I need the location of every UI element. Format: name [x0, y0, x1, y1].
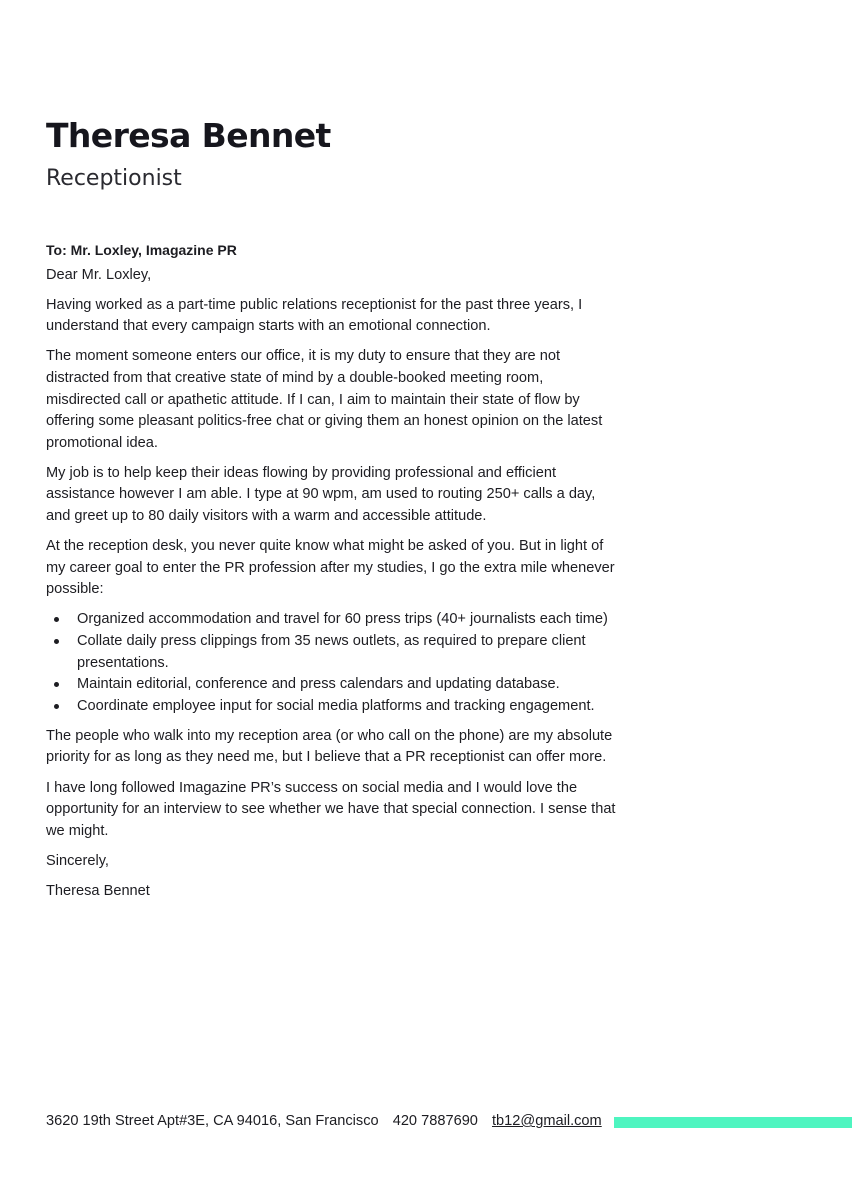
address: 3620 19th Street Apt#3E, CA 94016, San Francisco	[46, 1113, 379, 1129]
signature: Theresa Bennet	[46, 882, 150, 899]
letter-body	[46, 240, 616, 911]
applicant-job-title: Receptionist	[46, 166, 182, 191]
achievements-list	[46, 609, 616, 717]
list-item: Organized accommodation and travel for 60 press trips (40+ journalists each time)	[77, 609, 616, 631]
list-item: Coordinate employee input for social media platforms and tracking engagement.	[77, 696, 616, 718]
contact-footer	[46, 1111, 602, 1131]
phone-number: 420 7887690	[392, 1113, 478, 1129]
email-link[interactable]: tb12@gmail.com	[491, 1113, 602, 1129]
accent-bar	[614, 1117, 852, 1128]
recipient-line: To: Mr. Loxley, Imagazine PR	[46, 242, 237, 258]
paragraph-extra-mile: At the reception desk, you never quite know what might be asked of you. But in light of my career goal to enter the PR profession after my studies, I go the extra mile whenever possible:	[46, 538, 615, 598]
salutation: Dear Mr. Loxley,	[46, 266, 152, 283]
paragraph-interview: I have long followed Imagazine PR’s success on social media and I would love the opportunity for an interview to see whether we have that special connection. I sense that we might.	[46, 779, 616, 839]
list-item: Maintain editorial, conference and press calendars and updating database.	[77, 674, 616, 696]
paragraph-skills: My job is to help keep their ideas flowing by providing professional and efficient assistance however I am able. I type at 90 wpm, am used to routing 250+ calls a day, and greet up to 80 daily visitors with a warm and accessible attitude.	[46, 464, 596, 525]
paragraph-priority: The people who walk into my reception area (or who call on the phone) are my absolute priority for as long as they need me, but I believe that a PR receptionist can offer more.	[46, 727, 613, 766]
list-item: Collate daily press clippings from 35 news outlets, as required to prepare client presentations.	[77, 631, 616, 674]
paragraph-duty: The moment someone enters our office, it is my duty to ensure that they are not distracted from that creative state of mind by a double-booked meeting room, misdirected call or apathetic attitude. If I can, I aim to maintain their state of flow by offering some pleasant politics-free chat or giving them an honest opinion on the latest promotional idea.	[46, 348, 603, 451]
sign-off: Sincerely,	[46, 852, 109, 869]
paragraph-intro: Having worked as a part-time public relations receptionist for the past three years, I understand that every campaign starts with an emotional connection.	[46, 296, 583, 335]
applicant-name: Theresa Bennet	[46, 116, 331, 155]
